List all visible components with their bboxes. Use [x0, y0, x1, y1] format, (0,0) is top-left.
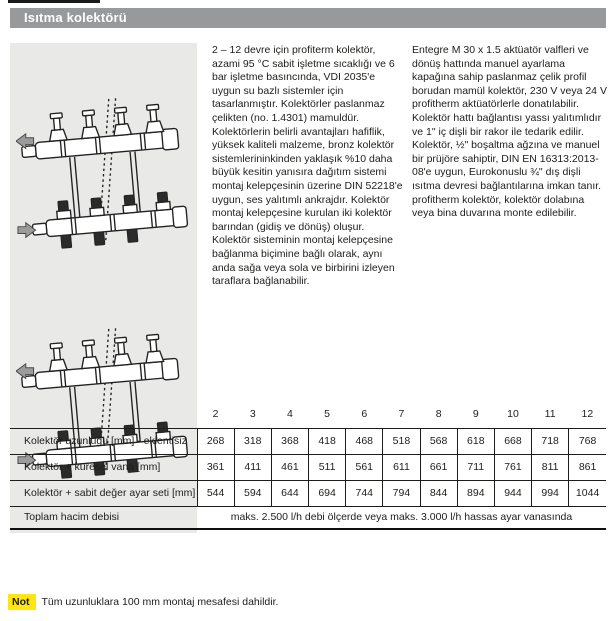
table-cell: 694	[309, 480, 346, 506]
table-row	[10, 480, 606, 506]
table-cell: 668	[494, 428, 531, 454]
column-header: 6	[346, 400, 383, 428]
table-cell: 768	[569, 428, 606, 454]
row-label: Kolektör + küresel vana [mm]	[10, 454, 197, 480]
table-cell: 661	[420, 454, 457, 480]
table-cell: 544	[197, 480, 234, 506]
heating-manifold-illustration-1	[16, 55, 192, 283]
table-row	[10, 428, 606, 454]
table-cell: 318	[234, 428, 271, 454]
row-label: Kolektör + sabit değer ayar seti [mm]	[10, 480, 197, 506]
table-cell: 611	[383, 454, 420, 480]
table-cell: 561	[346, 454, 383, 480]
table-cell: 718	[532, 428, 569, 454]
column-header: 12	[569, 400, 606, 428]
page-title: Isıtma kolektörü	[10, 8, 606, 28]
page-edge-mark	[8, 0, 100, 3]
column-header: 3	[234, 400, 271, 428]
table-cell: 594	[234, 480, 271, 506]
table-cell: 861	[569, 454, 606, 480]
table-cell: 511	[309, 454, 346, 480]
table-cell: 761	[494, 454, 531, 480]
table-cell: 618	[457, 428, 494, 454]
row-label: Kolektör uzunluğu [mm] - eklentisiz	[10, 428, 197, 454]
note-text: Tüm uzunluklara 100 mm montaj mesafesi dahildir.	[41, 596, 279, 608]
table-cell: 944	[494, 480, 531, 506]
column-header: 7	[383, 400, 420, 428]
footnote	[8, 594, 278, 610]
table-body	[10, 428, 606, 529]
column-header: 5	[309, 400, 346, 428]
table-cell: 794	[383, 480, 420, 506]
table-cell: 1044	[569, 480, 606, 506]
row-label: Toplam hacim debisi	[10, 506, 197, 529]
table-cell: 811	[532, 454, 569, 480]
table-cell: 568	[420, 428, 457, 454]
table-cell: 368	[271, 428, 308, 454]
table-cell: 744	[346, 480, 383, 506]
note-badge: Not	[8, 594, 36, 610]
column-header: 10	[494, 400, 531, 428]
table-cell: 844	[420, 480, 457, 506]
table-cell: 518	[383, 428, 420, 454]
column-header: 9	[457, 400, 494, 428]
table-cell: 711	[457, 454, 494, 480]
table-row	[10, 454, 606, 480]
column-header: 11	[532, 400, 569, 428]
table-header-row	[10, 400, 606, 428]
intro-paragraph-right: Entegre M 30 x 1.5 aktüatör valfleri ve dönüş hattında manuel ayarlama kapağına sahip paslanmaz çelik profil borudan mamül kolektör, 230 V veya 24 V profitherm aktüatörlerle donatılabilir. Kolektör hattı bağlantısı yassı yalıtımlıdır ve 1" iç dişli bir rakor ile tedarik edilir. Kolektör, ½" boşaltma ağzına ve manuel bir prüjöre sahiptir, DIN EN 16313:2013-08'e uygun, Eurokonuslu ¾" dış dişli ısıtma devresi bağlantılarına imkan tanır. profitherm kolektör, kolektör dolabına veya bina duvarına monte edilebilir.	[412, 44, 607, 220]
table-row	[10, 506, 606, 529]
table-cell: 268	[197, 428, 234, 454]
table-cell: 894	[457, 480, 494, 506]
intro-paragraph-left: 2 – 12 devre için profiterm kolektör, azami 95 °C sabit işletme sıcaklığı ve 6 bar işletme basıncında, VDI 2035'e uygun su bazlı sistemler için tasarlanmıştır. Kolektörler paslanmaz çelikten (no. 1.4301) mamuldür. Kolektörlerin belirli avantajları hafiflik, yüksek kaliteli malzeme, bronz kolektör sistemlerininkinden yaklaşık %10 daha büyük kesitin yanısıra dağıtım sistemi montaj kelepçesinin üzerine DIN 52218'e uygun, ses yalıtımlı ankrajdır. Kolektör montaj kelepçesine kurulan iki kolektör barından (gidiş ve dönüş) oluşur. Kolektör sisteminin montaj kelepçesine bağlanma biçimine bağlı olarak, aynı anda sağa veya sola ve birbirini izleyen taraflara bağlanabilir.	[212, 44, 403, 288]
table-merged-cell: maks. 2.500 l/h debi ölçerde veya maks. 3.000 l/h hassas ayar vanasında	[197, 506, 606, 529]
table-cell: 644	[271, 480, 308, 506]
column-header: 8	[420, 400, 457, 428]
table-cell: 411	[234, 454, 271, 480]
table-cell: 361	[197, 454, 234, 480]
table-cell: 461	[271, 454, 308, 480]
column-header: 2	[197, 400, 234, 428]
table-cell: 418	[309, 428, 346, 454]
table-corner-cell	[10, 400, 197, 428]
dimensions-table	[10, 400, 606, 530]
column-header: 4	[271, 400, 308, 428]
table-cell: 994	[532, 480, 569, 506]
table-cell: 468	[346, 428, 383, 454]
